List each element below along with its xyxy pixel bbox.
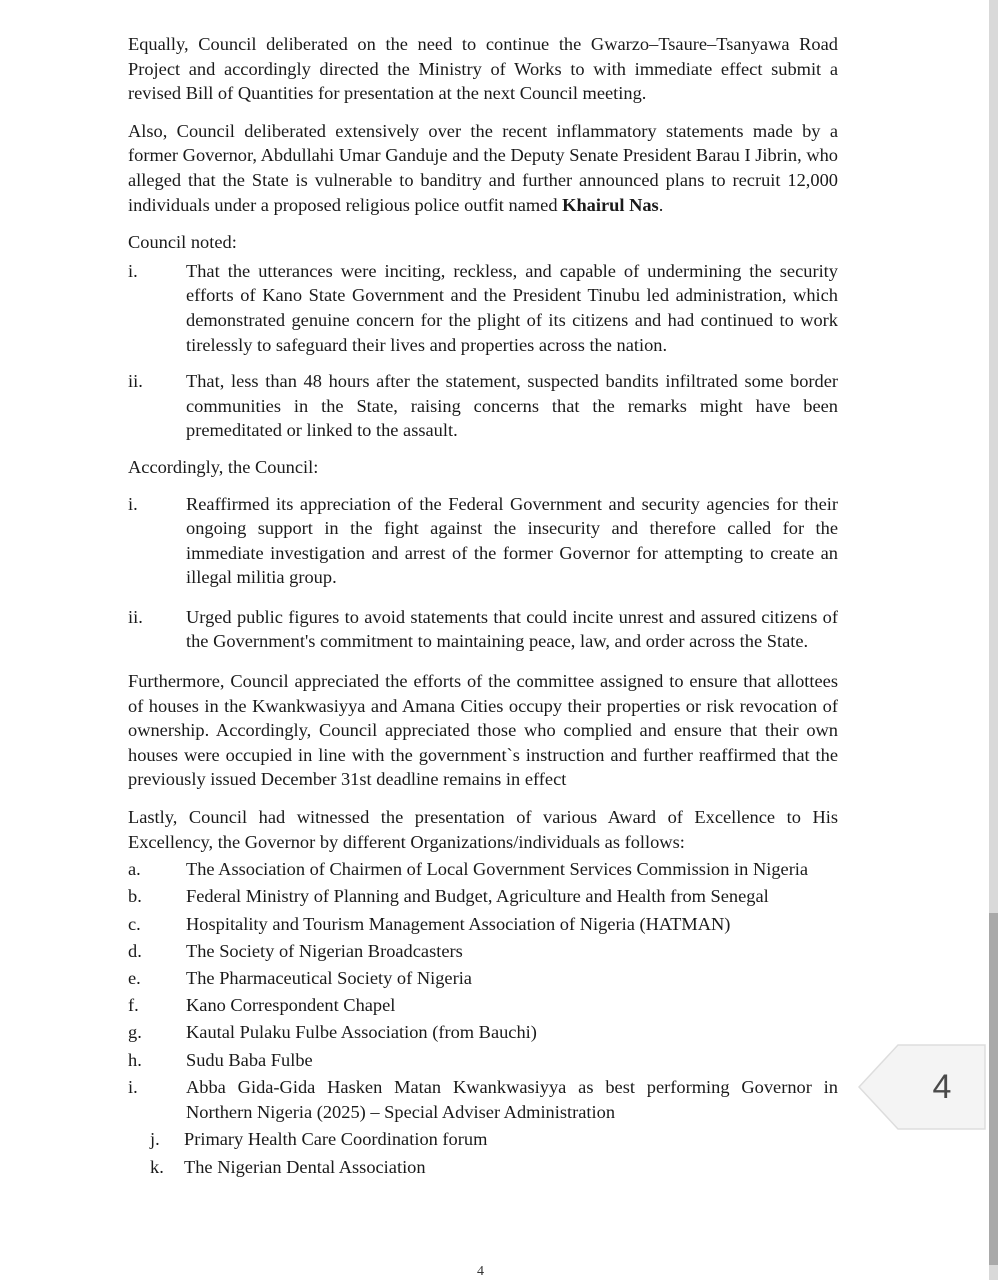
page-content	[128, 32, 838, 1182]
list-marker: e.	[128, 968, 141, 989]
list-item	[128, 492, 838, 590]
paragraph-inflammatory-statements	[128, 119, 838, 217]
list-item-text: Kautal Pulaku Fulbe Association (from Bauchi)	[186, 1022, 537, 1043]
list-item-text: The Nigerian Dental Association	[184, 1156, 426, 1177]
list-marker: k.	[150, 1156, 164, 1177]
list-marker: ii.	[128, 371, 143, 392]
list-item-text: Urged public figures to avoid statements that could incite unrest and assured citizens of the Government's commitment to maintaining peace, law, and order across the State.	[186, 606, 838, 652]
page-indicator-tab[interactable]	[858, 1044, 986, 1130]
list-marker: i.	[128, 493, 138, 514]
list-marker: d.	[128, 940, 142, 961]
list-marker: i.	[128, 1076, 138, 1097]
statements-end: .	[658, 194, 664, 215]
list-marker: h.	[128, 1049, 142, 1070]
list-item	[128, 912, 838, 937]
awards-list	[128, 857, 838, 1180]
list-item-text: Primary Health Care Coordination forum	[184, 1129, 488, 1150]
statements-text: Also, Council deliberated extensively over the recent inflammatory statements made by a former Governor, Abdullahi Umar Ganduje and the Deputy Senate President Barau I Jibrin, who alleged that the State is vulnerable to banditry and further announced plans to recruit 12,000 individuals under a proposed religious police outfit named	[128, 120, 838, 215]
list-item-text: The Pharmaceutical Society of Nigeria	[186, 968, 472, 989]
khairul-nas-bold: Khairul Nas	[562, 194, 659, 215]
list-item-text: Sudu Baba Fulbe	[186, 1049, 313, 1070]
footer-page-number: 4	[477, 1264, 484, 1279]
list-item-text: The Association of Chairmen of Local Government Services Commission in Nigeria	[186, 859, 809, 880]
paragraph-housing: Furthermore, Council appreciated the efforts of the committee assigned to ensure that allottees of houses in the Kwankwasiyya and Amana Cities occupy their properties or risk revocation of ownership. Accordingly, Council appreciated those who complied and ensure that their own houses were occupied in line with the government`s instruction and further reaffirmed that the previously issued December 31st deadline remains in effect	[128, 671, 838, 790]
paragraph-gwarzo-road: Equally, Council deliberated on the need to continue the Gwarzo–Tsaure–Tsanyawa Road Project and accordingly directed the Ministry of Works to with immediate effect submit a revised Bill of Quantities for presentation at the next Council meeting.	[128, 34, 838, 104]
list-item	[128, 857, 838, 882]
list-item-text: Abba Gida-Gida Hasken Matan Kwankwasiyya as best performing Governor in Northern Nigeria (2025) – Special Adviser Administration	[186, 1076, 838, 1123]
council-noted-list	[128, 259, 838, 443]
list-item	[128, 939, 838, 964]
list-marker: a.	[128, 859, 141, 880]
list-item	[128, 1075, 838, 1126]
list-item-text: That the utterances were inciting, reckless, and capable of undermining the security efforts of Kano State Government and the President Tinubu led administration, which demonstrated genuine concern for the plight of its citizens and had continued to work tirelessly to safeguard their lives and properties across the nation.	[186, 260, 838, 355]
list-item	[128, 1127, 838, 1152]
list-item-text: The Society of Nigerian Broadcasters	[186, 940, 463, 961]
list-marker: g.	[128, 1022, 142, 1043]
accordingly-heading: Accordingly, the Council:	[128, 456, 319, 477]
paragraph-awards-intro: Lastly, Council had witnessed the presentation of various Award of Excellence to His Excellency, the Governor by different Organizations/individuals as follows:	[128, 807, 838, 852]
list-marker: ii.	[128, 606, 143, 627]
list-item	[128, 1155, 838, 1180]
page-indicator-number: 4	[932, 1068, 952, 1106]
list-item	[128, 884, 838, 909]
list-marker: f.	[128, 995, 139, 1016]
council-noted-heading: Council noted:	[128, 232, 237, 253]
list-marker: c.	[128, 913, 141, 934]
list-marker: b.	[128, 886, 142, 907]
list-item-text: That, less than 48 hours after the statement, suspected bandits infiltrated some border communities in the State, raising concerns that the remarks might have been premeditated or linked to the assault.	[186, 371, 838, 441]
council-resolutions-list	[128, 492, 838, 655]
list-item	[128, 1048, 838, 1073]
list-item	[128, 1020, 838, 1045]
list-item	[128, 993, 838, 1018]
list-item-text: Federal Ministry of Planning and Budget, Agriculture and Health from Senegal	[186, 886, 769, 907]
list-item	[128, 605, 838, 654]
list-marker: i.	[128, 260, 138, 281]
list-item-text: Hospitality and Tourism Management Association of Nigeria (HATMAN)	[186, 913, 731, 934]
list-item-text: Reaffirmed its appreciation of the Federal Government and security agencies for their ongoing support in the fight against the insecurity and therefore called for the immediate investigation and arrest of the former Governor for attempting to create an illegal militia group.	[186, 493, 838, 588]
list-item	[128, 369, 838, 443]
list-item	[128, 966, 838, 991]
list-item	[128, 259, 838, 357]
list-marker: j.	[150, 1129, 160, 1150]
vertical-scrollbar-thumb[interactable]	[989, 913, 998, 1265]
list-item-text: Kano Correspondent Chapel	[186, 995, 396, 1016]
